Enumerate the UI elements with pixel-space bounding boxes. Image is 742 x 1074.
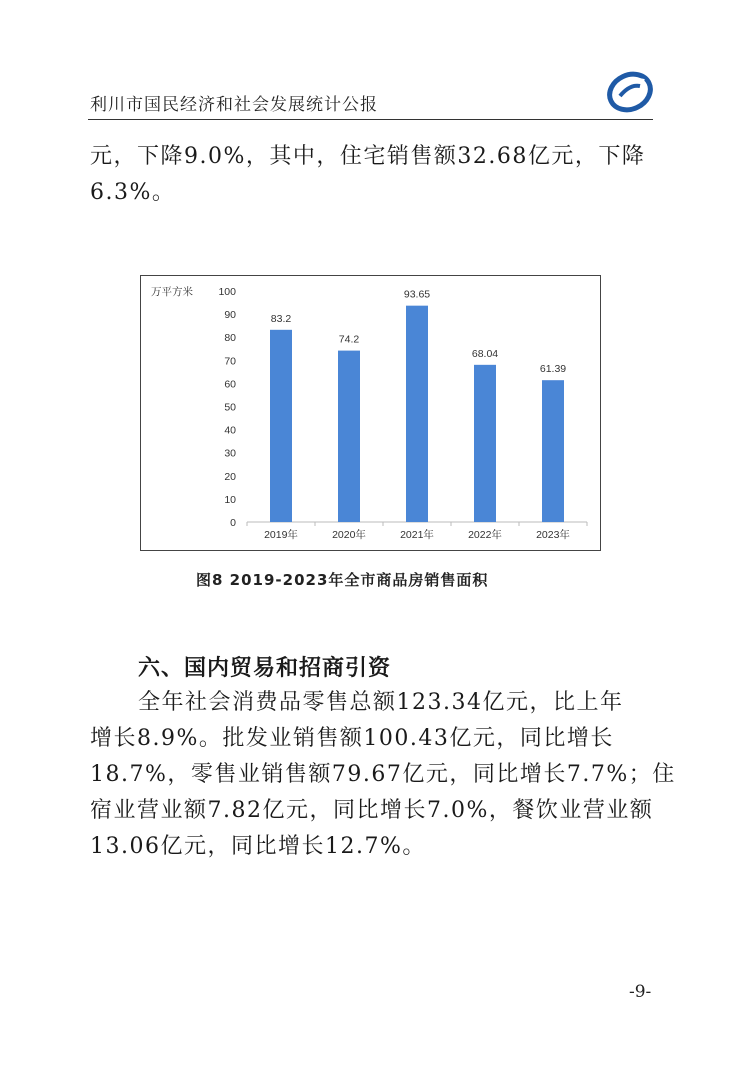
section-paragraph (90, 685, 676, 865)
y-tick-label: 90 (224, 309, 236, 322)
x-tick-label: 2021年 (400, 529, 434, 541)
x-tick-label: 2019年 (264, 529, 298, 541)
y-tick-label: 20 (224, 470, 236, 483)
intro-paragraph (90, 139, 655, 211)
y-tick-label: 40 (224, 424, 236, 437)
bureau-logo-icon (606, 70, 654, 114)
page-number: -9- (629, 982, 652, 1002)
x-tick-label: 2022年 (468, 529, 502, 541)
data-label: 74.2 (338, 333, 360, 346)
paragraph-line: 18.7%，零售业销售额79.67亿元，同比增长7.7%；住 (90, 762, 676, 787)
x-tick-label: 2023年 (536, 529, 570, 541)
paragraph-line: 增长8.9%。批发业销售额100.43亿元，同比增长 (90, 726, 614, 751)
bar (542, 380, 564, 522)
bar (474, 365, 496, 522)
y-tick-label: 80 (224, 332, 236, 345)
bar (338, 351, 360, 522)
bar (270, 330, 292, 522)
y-tick-label: 60 (224, 378, 236, 391)
y-tick-label: 30 (224, 447, 236, 460)
y-axis-unit-label: 万平方米 (151, 286, 193, 298)
y-tick-label: 0 (230, 517, 236, 529)
data-label: 61.39 (539, 363, 567, 376)
paragraph-line: 宿业营业额7.82亿元，同比增长7.0%，餐饮业营业额 (90, 798, 654, 823)
header-divider (88, 119, 653, 120)
y-tick-label: 100 (218, 286, 236, 298)
x-tick-label: 2020年 (332, 529, 366, 541)
paragraph-line: 6.3%。 (90, 180, 176, 205)
data-label: 83.2 (270, 312, 292, 325)
figure-caption: 图8 2019-2023年全市商品房销售面积 (196, 571, 489, 589)
data-label: 68.04 (471, 347, 499, 360)
bar-chart-svg (141, 276, 600, 550)
paragraph-line: 全年社会消费品零售总额123.34亿元，比上年 (138, 690, 624, 715)
report-header-title: 利川市国民经济和社会发展统计公报 (90, 95, 378, 115)
y-tick-label: 70 (224, 355, 236, 368)
y-tick-label: 50 (224, 401, 236, 414)
section-heading: 六、国内贸易和招商引资 (138, 656, 392, 681)
paragraph-line: 元，下降9.0%，其中，住宅销售额32.68亿元，下降 (90, 144, 646, 169)
paragraph-line: 13.06亿元，同比增长12.7%。 (90, 834, 426, 859)
sales-area-chart (140, 275, 601, 551)
data-label: 93.65 (403, 288, 431, 301)
y-tick-label: 10 (224, 493, 236, 506)
bar (406, 306, 428, 522)
